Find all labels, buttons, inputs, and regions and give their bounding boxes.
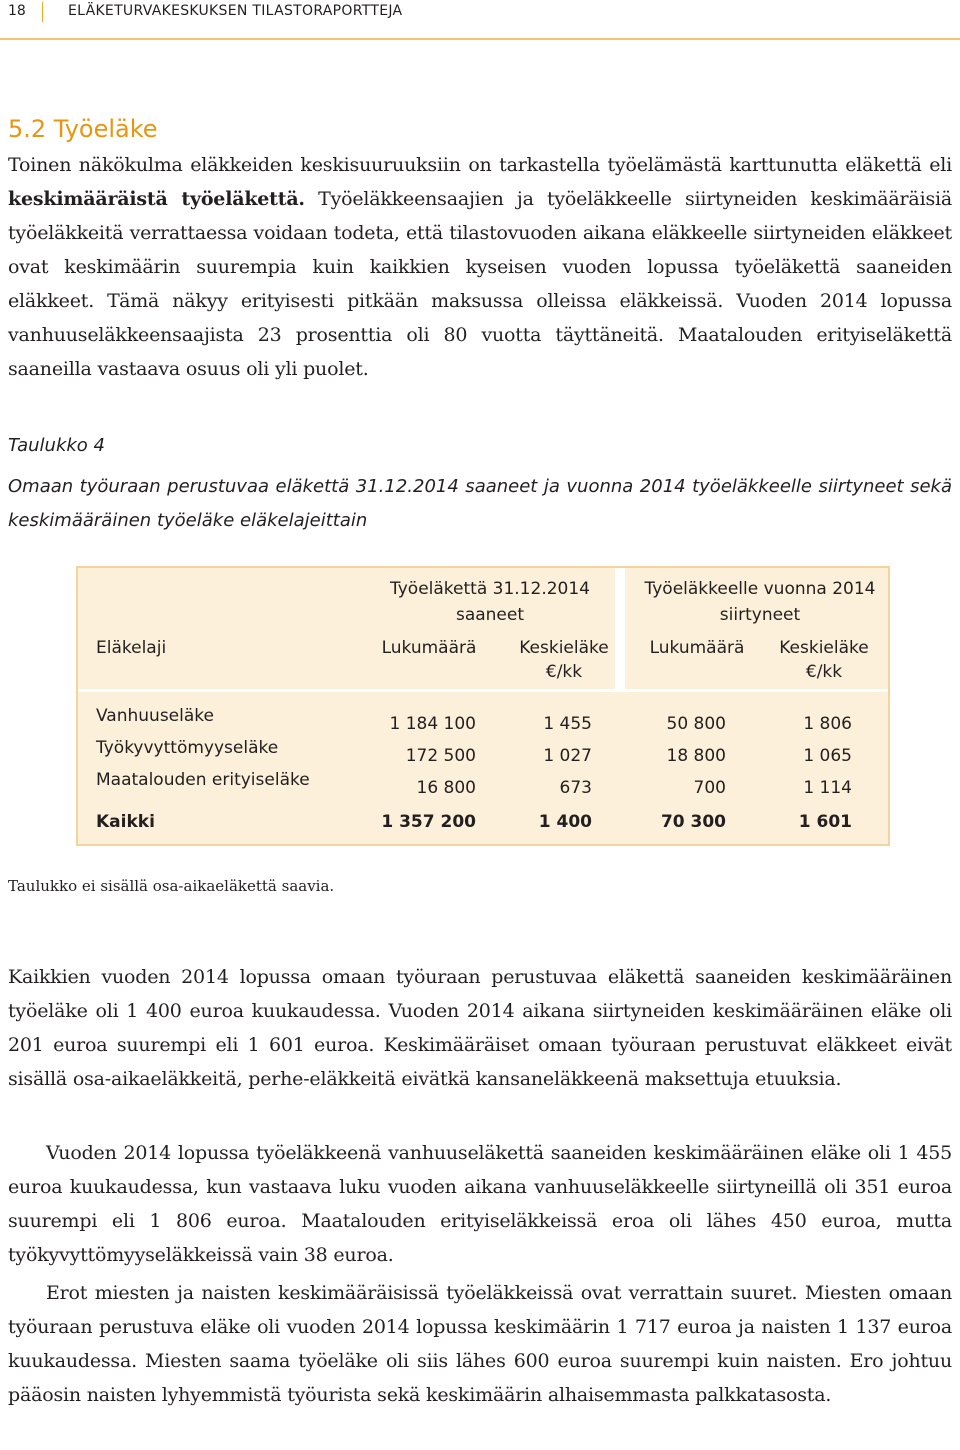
pension-table <box>76 566 890 846</box>
col-header-count-1: Lukumäärä <box>381 638 477 658</box>
row-label-maatalous: Maatalouden erityiseläke <box>96 770 310 790</box>
header-rule-bottom <box>78 689 888 692</box>
col-header-avg-2: Keskieläke €/kk <box>779 638 869 682</box>
cell-value: 1 184 100 <box>389 714 476 734</box>
group-header-saaneet: Työeläkettä 31.12.2014 saaneet <box>390 579 590 625</box>
page-number: 18 <box>8 3 26 19</box>
body-paragraph-1: Kaikkien vuoden 2014 lopussa omaan työuraan perustuvaa eläkettä saaneiden keskimääräinen työeläke oli 1 400 euroa kuukaudessa. Vuoden 2014 aikana siirtyneiden keskimääräinen eläke oli 201 euroa suurempi eli 1 601 euroa. Keskimääräiset omaan työuraan perustuvat eläkkeet eivät sisällä osa-aikaeläkkeitä, perhe-eläkkeitä eivätkä kansaneläkkeenä maksettuja etuuksia. <box>8 966 952 1090</box>
row-label-total: Kaikki <box>96 812 155 832</box>
table-caption: Omaan työuraan perustuvaa eläkettä 31.12.2014 saaneet ja vuonna 2014 työeläkkeelle siirtyneet sekä keskimääräinen työeläke eläkelajeittain <box>8 476 952 531</box>
cell-value: 1 114 <box>803 778 852 798</box>
row-label-tyokyvyttomyys: Työkyvyttömyyseläke <box>96 738 279 758</box>
cell-value: 16 800 <box>416 778 476 798</box>
total-value: 1 601 <box>798 812 852 832</box>
intro-paragraph <box>8 148 952 386</box>
running-title: ELÄKETURVAKESKUKSEN TILASTORAPORTTEJA <box>68 3 403 19</box>
cell-value: 1 806 <box>803 714 852 734</box>
total-value: 1 357 200 <box>381 812 476 832</box>
cell-value: 18 800 <box>666 746 726 766</box>
intro-text-rest: Työeläkkeensaajien ja työeläkkeelle siirtyneiden keskimääräisiä työeläkkeitä verrattaessa voidaan todeta, että tilastovuoden aikana eläkkeelle siirtyneiden eläkkeet ovat keskimäärin suurempia kuin kaikkien kyseisen vuoden lopussa työeläkettä saaneiden eläkkeet. Tämä näkyy erityisesti pitkään maksussa olleissa eläkkeissä. Vuoden 2014 lopussa vanhuuseläkkeensaajista 23 prosenttia oli 80 vuotta täyttäneitä. Maatalouden erityiseläkettä saaneilla vastaava osuus oli yli puolet. <box>8 188 952 380</box>
cell-value: 673 <box>559 778 592 798</box>
total-value: 70 300 <box>660 812 726 832</box>
body-paragraph-2: Vuoden 2014 lopussa työeläkkeenä vanhuuseläkettä saaneiden keskimääräinen eläke oli 1 455 euroa kuukaudessa, kun vastaava luku vuoden aikana vanhuuseläkkeelle siirtyneillä oli 351 euroa suurempi eli 1 806 euroa. Maatalouden erityiseläkkeissä eroa oli lähes 450 euroa, mutta työkyvyttömyyseläkkeissä vain 38 euroa. <box>8 1142 952 1266</box>
col-header-avg-1: Keskieläke €/kk <box>519 638 609 682</box>
header-divider <box>42 2 43 22</box>
col-header-count-2: Lukumäärä <box>649 638 745 658</box>
header-rule <box>0 38 960 40</box>
cell-value: 1 455 <box>543 714 592 734</box>
cell-value: 172 500 <box>405 746 476 766</box>
body-paragraph-3: Erot miesten ja naisten keskimääräisissä työeläkkeissä ovat verrattain suuret. Miesten omaan työuraan perustuva eläke oli vuoden 2014 lopussa keskimäärin 1 717 euroa ja naisten 1 137 euroa kuukaudessa. Miesten saama työeläke oli siis lähes 600 euroa suurempi kuin naisten. Ero johtuu pääosin naisten lyhyemmistä työurista sekä keskimäärin alhaisemmasta palkkatasosta. <box>8 1282 952 1406</box>
table-label: Taulukko 4 <box>8 435 105 456</box>
cell-value: 700 <box>693 778 726 798</box>
section-heading: 5.2 Työeläke <box>8 115 158 143</box>
total-value: 1 400 <box>538 812 592 832</box>
cell-value: 1 027 <box>543 746 592 766</box>
intro-bold-term: keskimääräistä työeläkettä. <box>8 188 305 210</box>
cell-value: 1 065 <box>803 746 852 766</box>
intro-text-start: Toinen näkökulma eläkkeiden keskisuuruuksiin on tarkastella työelämästä karttunutta eläkettä eli <box>8 154 952 176</box>
row-label-vanhuus: Vanhuuseläke <box>96 706 214 726</box>
group-header-siirtyneet: Työeläkkeelle vuonna 2014 siirtyneet <box>644 579 876 625</box>
table-footnote: Taulukko ei sisällä osa-aikaeläkettä saavia. <box>8 877 335 895</box>
cell-value: 50 800 <box>666 714 726 734</box>
row-header-label: Eläkelaji <box>96 638 167 658</box>
page-header <box>0 0 960 26</box>
